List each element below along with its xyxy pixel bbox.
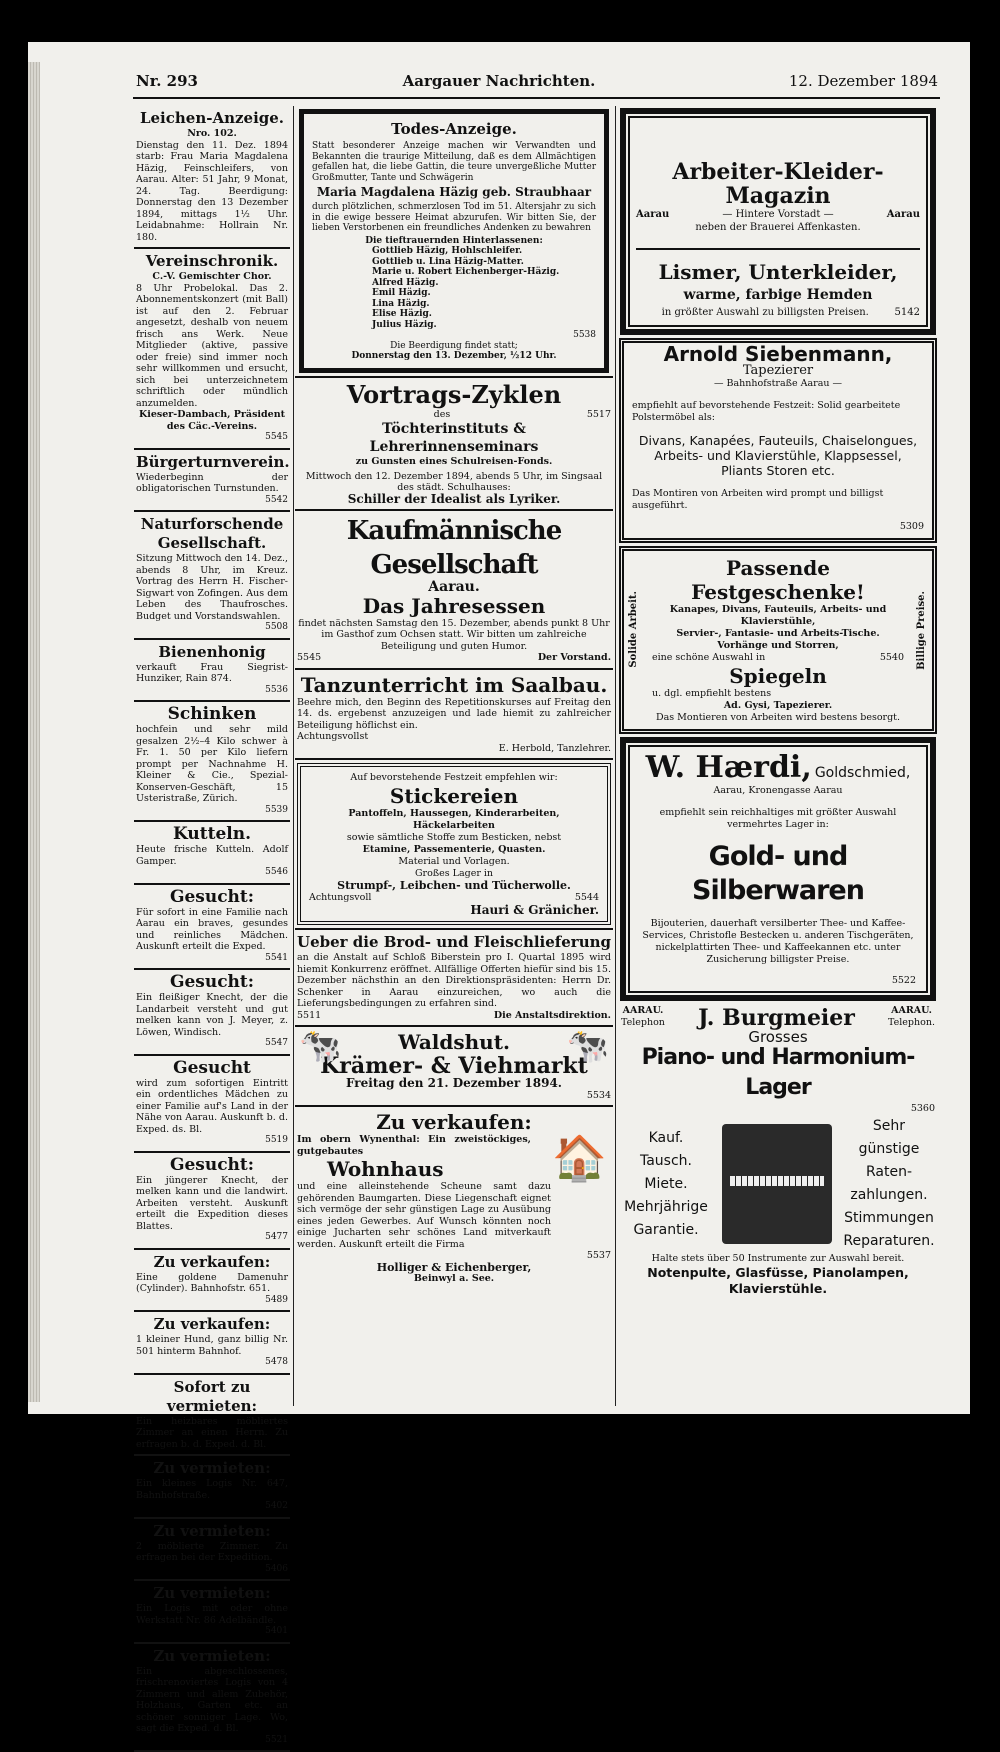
left-column — [134, 106, 290, 1752]
todes-text1: Statt besonderer Anzeige machen wir Verwandten und Bekannten die traurige Mitteilung, daß es dem Allmächtigen gefallen hat, die liebe Gattin, die teure unvergeßliche Mutter Großmutter, Tante und Schwägerin — [312, 141, 596, 183]
ad-text: Ein jüngerer Knecht, der melken kann und die landwirt. Arbeiten versteht. Auskunft erteilt die Expedition dieses Blattes. — [136, 1175, 288, 1233]
haerdi-num: 5522 — [640, 975, 916, 987]
markt-l1: Waldshut. — [297, 1030, 611, 1054]
ad-number: 5519 — [136, 1135, 288, 1147]
todes-anzeige — [299, 109, 609, 373]
stick-ad — [297, 763, 611, 925]
kaufm-place: Aarau. — [297, 582, 611, 594]
todes-names — [312, 246, 596, 330]
vortrag-num: 5517 — [587, 409, 611, 421]
kaufm-ad — [295, 511, 613, 670]
fest-l5: Spiegeln — [652, 664, 904, 688]
classified-ad — [134, 249, 290, 450]
haerdi-ad — [620, 737, 936, 1001]
burg-left-item: Tausch. — [621, 1150, 711, 1173]
ad-number: 5536 — [136, 685, 288, 697]
brod-sign: Die Anstaltsdirektion. — [494, 1010, 611, 1022]
classified-ad — [134, 1153, 290, 1250]
stick-sign: Hauri & Gränicher. — [309, 904, 599, 916]
brod-num: 5511 — [297, 1010, 321, 1022]
fest-ad — [619, 546, 937, 734]
wohn-title: Zu verkaufen: — [297, 1110, 611, 1134]
arbeiter-l3: warme, farbige Hemden — [636, 284, 920, 306]
middle-column — [295, 106, 613, 1289]
classified-ad — [134, 822, 290, 885]
burg-aarau-left: AARAU. — [621, 1005, 665, 1017]
right-column — [617, 106, 939, 1299]
tanz-text: Beehre mich, den Beginn des Repetitionskurses auf Freitag den 14. ds. ergebenst anzuzeigen und lade hiemit zu zahlreicher Beteiligung höflichst ein. — [297, 697, 611, 732]
wohn-l1: Im obern Wynenthal: Ein zweistöckiges, gutgebautes — [297, 1134, 611, 1157]
ad-number: 5546 — [136, 867, 288, 879]
ad-title: Zu verkaufen: — [136, 1315, 288, 1334]
ad-text: Dienstag den 11. Dez. 1894 starb: Frau Maria Magdalena Häzig, Feinschleifers, von Aarau. Alter: 51 Jahr, 9 Monat, 24. Tag. Beerdigung: Donnerstag den 13 Dezember 1894, mittags 1½ Uhr. Leidabnahme: Hollrain Nr. 180. — [136, 140, 288, 244]
classified-ad — [134, 512, 290, 640]
ad-title: Zu vermieten: — [136, 1459, 288, 1478]
ad-text: Ein Logis mit oder ohne Werkstatt Nr. 86 Adelbändle. — [136, 1603, 288, 1626]
ad-text: Eine goldene Damenuhr (Cylinder). Bahnhofstr. 651. — [136, 1272, 288, 1295]
vortrag-l2: Töchterinstituts & Lehrerinnenseminars — [297, 420, 611, 456]
page-edge — [28, 62, 40, 1402]
arbeiter-l4: in größter Auswahl zu billigsten Preisen. — [636, 306, 895, 319]
vortrag-des: des — [297, 409, 587, 421]
ad-title: Gesucht: — [136, 888, 288, 907]
column-rule — [293, 106, 294, 1406]
ad-text: Wiederbeginn der obligatorischen Turnstunden. — [136, 472, 288, 495]
stick-l7: Strumpf-, Leibchen- und Tücherwolle. — [309, 880, 599, 892]
fest-l2: Servier-, Fantasie- und Arbeits-Tische. — [652, 628, 904, 640]
mourner-name: Julius Häzig. — [372, 320, 596, 331]
classified-ad — [134, 970, 290, 1056]
fest-num: 5540 — [880, 652, 904, 664]
fest-l6: u. dgl. empfiehlt bestens — [652, 688, 904, 700]
brod-text: an die Anstalt auf Schloß Biberstein pro I. Quartal 1895 wird hiemit Konkurrenz eröffnet. Allfällige Offerten hiefür sind bis 15. Dezember nächsthin an den Direktionspräsidenten: Herrn Dr. Schenker in Aarau einzureichen, wo auch die Lieferungsbedingungen zu erfahren sind. — [297, 952, 611, 1010]
ad-text: Heute frische Kutteln. Adolf Gamper. — [136, 844, 288, 867]
todes-foot2: Donnerstag den 13. Dezember, ½12 Uhr. — [312, 351, 596, 362]
ad-number: 5489 — [136, 1295, 288, 1307]
ad-title: Kutteln. — [136, 825, 288, 844]
ad-title: Sofort zu vermieten: — [136, 1378, 288, 1416]
mourner-name: Alfred Häzig. — [372, 278, 596, 289]
fest-l8: Das Montieren von Arbeiten wird bestens besorgt. — [652, 712, 904, 724]
ad-title: Gesucht: — [136, 1156, 288, 1175]
classified-ad — [134, 885, 290, 971]
classified-ad — [134, 106, 290, 249]
haerdi-name: W. Hærdi, — [646, 750, 812, 785]
burg-foot2: Notenpulte, Glasfüsse, Pianolampen, Klavierstühle. — [621, 1265, 935, 1297]
ad-text: Ein abgeschlossenes, frischrenoviertes Logis von 4 Zimmern und allem Zubehör, Holzhaus, Garten etc. an schöner sonniger Lage. Wo, sagt die Exped. d. Bl. — [136, 1666, 288, 1735]
markt-num: 5534 — [297, 1090, 611, 1102]
todes-sub: Die tieftrauernden Hinterlassenen: — [312, 236, 596, 247]
arbeiter-r: Aarau — [887, 208, 920, 221]
vortrag-l4: Mittwoch den 12. Dezember 1894, abends 5 Uhr, im Singsaal des städt. Schulhauses: — [297, 471, 611, 494]
ad-title: Zu verkaufen: — [136, 1253, 288, 1272]
stick-l3: sowie sämtliche Stoffe zum Besticken, nebst — [309, 832, 599, 844]
ad-title: Zu vermieten: — [136, 1522, 288, 1541]
ad-text: 8 Uhr Probelokal. Das 2. Abonnementskonzert (mit Ball) ist auf den 2. Februar angesetzt, deshalb von neuem frisch ans Werk. Neue Mitglieder (aktive, passive oder freie) sind immer noch sehr willkommen und ersucht, sich bei unterzeichnetem schriftlich oder mündlich anzumelden. — [136, 283, 288, 410]
burg-right-item: Raten-zahlungen. — [843, 1161, 935, 1207]
markt-ad — [295, 1027, 613, 1107]
ad-title: Zu vermieten: — [136, 1647, 288, 1666]
haerdi-addr: Aarau, Kronengasse Aarau — [640, 785, 916, 797]
ad-title: Zu vermieten: — [136, 1584, 288, 1603]
vortrag-l3: zu Gunsten eines Schulreisen-Fonds. — [297, 456, 611, 468]
haerdi-big: Gold- und Silberwaren — [640, 840, 916, 908]
haerdi-text: empfiehlt sein reichhaltiges mit größter Auswahl vermehrtes Lager in: — [640, 807, 916, 831]
stick-l5: Material und Vorlagen. — [309, 856, 599, 868]
ad-number: 5402 — [136, 1501, 288, 1513]
ad-text: Ein kleines Logis Nr. 647, Bahnhofstraße. — [136, 1478, 288, 1501]
burg-tel-left: Telephon — [621, 1017, 665, 1029]
ad-number: 5521 — [136, 1735, 288, 1747]
mourner-name: Gottlieb Häzig, Hohlschleifer. — [372, 246, 596, 257]
ad-title: Naturforschende Gesellschaft. — [136, 515, 288, 553]
ad-subtitle: C.-V. Gemischter Chor. — [136, 271, 288, 283]
kaufm-title: Kaufmännische Gesellschaft — [297, 514, 611, 582]
brod-title: Ueber die Brod- und Fleischlieferung — [297, 933, 611, 952]
fest-side1: Solide Arbeit. — [628, 591, 640, 668]
classified-ad — [134, 450, 290, 513]
ad-sign: Kieser-Dambach, Präsident des Cäc.-Vereins. — [136, 409, 288, 432]
header-rule — [133, 97, 940, 99]
classified-ad — [134, 1250, 290, 1313]
arbeiter-num: 5142 — [895, 306, 920, 319]
ad-title: Gesucht: — [136, 973, 288, 992]
burg-foot1: Halte stets über 50 Instrumente zur Auswahl bereit. — [621, 1253, 935, 1265]
classified-ad — [134, 702, 290, 822]
stick-l1: Auf bevorstehende Festzeit empfehlen wir: — [309, 772, 599, 784]
burg-name: J. Burgmeier — [698, 1005, 855, 1031]
arnold-list: Divans, Kanapées, Fauteuils, Chaiselongues, Arbeits- und Klavierstühle, Klappsessel, Pliants Storen etc. — [632, 433, 924, 478]
burg-left-item: Kauf. — [621, 1127, 711, 1150]
burg-right-list — [843, 1115, 935, 1253]
ad-number: 5539 — [136, 805, 288, 817]
arnold-num: 5309 — [632, 521, 924, 533]
vortrag-l5: Schiller der Idealist als Lyriker. — [297, 494, 611, 506]
ad-title: Vereinschronik. — [136, 252, 288, 271]
burg-left-item: Mehrjährige Garantie. — [621, 1196, 711, 1242]
ad-text: wird zum sofortigen Eintritt ein ordentliches Mädchen zu einer Familie auf's Land in der Nähe von Aarau. Auskunft b. d. Exped. ds. Bl. — [136, 1078, 288, 1136]
issue-number: Nr. 293 — [136, 72, 198, 90]
kaufm-sign: Der Vorstand. — [538, 652, 611, 664]
arnold-addr: — Bahnhofstraße Aarau — — [632, 378, 924, 390]
arbeiter-l2: Lismer, Unterkleider, — [636, 260, 920, 284]
arnold-trade: Tapezierer — [743, 363, 813, 378]
haerdi-text2: Bijouterien, dauerhaft versilberter Thee- und Kaffee-Services, Christofle Bestecken u. anderen Tischgeräten, nickelplattirten Thee- und Kaffeekannen etc. unter Zusicherung billigster Preise. — [640, 918, 916, 966]
mourner-name: Lina Häzig. — [372, 299, 596, 310]
fest-l3: Vorhänge und Storren, — [652, 640, 904, 652]
ad-title: Leichen-Anzeige. — [136, 109, 288, 128]
ad-number: 5477 — [136, 1232, 288, 1244]
fest-title: Passende Festgeschenke! — [652, 556, 904, 604]
classified-ad — [134, 1375, 290, 1457]
ad-title: Bürgerturnverein. — [136, 453, 288, 472]
arbeiter-m: — Hintere Vorstadt — — [722, 208, 833, 221]
burg-left-list — [621, 1127, 711, 1242]
arbeiter-l: Aarau — [636, 208, 669, 221]
tanz-sign: E. Herbold, Tanzlehrer. — [297, 743, 611, 755]
ad-title: Bienenhonig — [136, 643, 288, 662]
tanz-l2: Achtungsvollst — [297, 731, 611, 743]
arnold-text: empfiehlt auf bevorstehende Festzeit: Solid gearbeitete Polstermöbel als: — [632, 400, 924, 424]
arnold-name: Arnold Siebenmann, — [664, 342, 893, 366]
arbeiter-title: Arbeiter-Kleider-Magazin — [636, 160, 920, 208]
burg-right-item: Sehr günstige — [843, 1115, 935, 1161]
burg-big: Piano- und Harmonium-Lager — [621, 1043, 935, 1103]
ad-text: Für sofort in eine Familie nach Aarau ein braves, gesundes und reinliches Mädchen. Auskunft erteilt die Exped. — [136, 907, 288, 953]
tanz-title: Tanzunterricht im Saalbau. — [297, 673, 611, 697]
piano-icon — [722, 1124, 832, 1244]
burg-tel-right: Telephon. — [888, 1017, 935, 1029]
cow-icon: 🐄 — [567, 1041, 609, 1053]
ad-title: Schinken — [136, 705, 288, 724]
mourner-name: Marie u. Robert Eichenberger-Häzig. — [372, 267, 596, 278]
wohn-l2: Wohnhaus — [297, 1157, 611, 1181]
stick-l6: Großes Lager in — [309, 868, 599, 880]
wohn-ad — [295, 1107, 613, 1289]
ad-text: Ein fleißiger Knecht, der die Landarbeit versteht und gut melken kann von J. Meyer, z. Löwen, Windisch. — [136, 992, 288, 1038]
classified-ad — [134, 1519, 290, 1582]
wohn-text: und eine alleinstehende Scheune samt dazu gehörenden Baumgarten. Diese Liegenschaft eignet sich vermöge der sehr günstigen Lage zu Ausübung eines jeden Gewerbes. Auf Wunsch könnten noch einige Jucharten sehr schönes Land mitverkauft werden. Auskunft erteilt die Firma — [297, 1181, 611, 1250]
column-rule — [615, 106, 616, 1406]
markt-l3: Freitag den 21. Dezember 1894. — [297, 1078, 611, 1090]
ad-subtitle: Nro. 102. — [136, 128, 288, 140]
stick-num: 5544 — [575, 892, 599, 904]
stick-l2: Pantoffeln, Haussegen, Kinderarbeiten, Häckelarbeiten — [309, 808, 599, 832]
mourner-name: Gottlieb u. Lina Häzig-Matter. — [372, 257, 596, 268]
classified-ad — [134, 1056, 290, 1153]
classified-ad — [134, 1456, 290, 1519]
ad-number: 5508 — [136, 622, 288, 634]
todes-num: 5538 — [312, 330, 596, 341]
ad-text: 2 möblierte Zimmer. Zu erfragen bei der Expedition. — [136, 1541, 288, 1564]
ad-text: 1 kleiner Hund, ganz billig Nr. 501 hinterm Bahnhof. — [136, 1334, 288, 1357]
mourner-name: Elise Häzig. — [372, 309, 596, 320]
arbeiter-sub: neben der Brauerei Affenkasten. — [636, 221, 920, 250]
ad-number: 5478 — [136, 1357, 288, 1369]
todes-foot1: Die Beerdigung findet statt; — [312, 341, 596, 352]
classified-ad — [134, 1581, 290, 1644]
ad-number: 5545 — [136, 432, 288, 444]
classified-ad — [134, 1644, 290, 1752]
ad-text: hochfein und sehr mild gesalzen 2½–4 Kilo schwer à Fr. 1. 50 per Kilo liefern prompt per Nachnahme H. Kleiner & Cie., Spezial-Konserven-Geschäft, 15 Usteristraße, Zürich. — [136, 724, 288, 805]
arnold-ad — [619, 338, 937, 543]
burg-left-item: Miete. — [621, 1173, 711, 1196]
fest-l7: Ad. Gysi, Tapezierer. — [652, 700, 904, 712]
todes-text2: durch plötzlichen, schmerzlosen Tod im 51. Altersjahr zu sich in die ewige bessere Heimat abzurufen. Wir bitten Sie, der lieben Verstorbenen ein freundliches Andenken zu bewahren — [312, 202, 596, 234]
newspaper-page — [28, 42, 970, 1414]
newspaper-title: Aargauer Nachrichten. — [28, 72, 970, 90]
ad-title: Gesucht — [136, 1059, 288, 1078]
tanz-ad — [295, 670, 613, 761]
burg-num: 5360 — [621, 1103, 935, 1115]
ad-number: 5401 — [136, 1626, 288, 1638]
ad-text: Ein heizbares möbliertes Zimmer an einen Herrn. Zu erfragen b. d. Exped. d. Bl. — [136, 1416, 288, 1451]
kaufm-num: 5545 — [297, 652, 321, 664]
wohn-num: 5537 — [297, 1250, 611, 1262]
vortrag-title: Vortrags-Zyklen — [297, 381, 611, 409]
brod-ad — [295, 928, 613, 1027]
cow-icon: 🐄 — [299, 1041, 341, 1053]
mourner-name: Emil Häzig. — [372, 288, 596, 299]
fest-l4: eine schöne Auswahl in — [652, 652, 765, 664]
ad-number: 5547 — [136, 1038, 288, 1050]
haerdi-trade: Goldschmied, — [815, 765, 911, 781]
ad-text: Sitzung Mittwoch den 14. Dez., abends 8 Uhr, im Kreuz. Vortrag des Herrn H. Fischer-Sigwart von Zofingen. Aus dem Leben des Thaufrosches. Budget und Vorstandswahlen. — [136, 553, 288, 622]
issue-date: 12. Dezember 1894 — [789, 72, 938, 90]
vortrag-ad — [295, 376, 613, 512]
markt-l2: Krämer- & Viehmarkt — [297, 1054, 611, 1078]
burg-right-item: Stimmungen — [843, 1207, 935, 1230]
burg-l1: Grosses — [621, 1031, 935, 1043]
ad-text: verkauft Frau Siegrist-Hunziker, Rain 874. — [136, 662, 288, 685]
wohn-place: Beinwyl a. See. — [297, 1273, 611, 1285]
fest-l1: Kanapes, Divans, Fauteuils, Arbeits- und Klavierstühle, — [652, 604, 904, 628]
burg-aarau-right: AARAU. — [888, 1005, 935, 1017]
todes-name: Maria Magdalena Häzig geb. Straubhaar — [312, 185, 596, 200]
kaufm-text: findet nächsten Samstag den 15. Dezember, abends punkt 8 Uhr im Gasthof zum Ochsen statt. Wir bitten um zahlreiche Beteiligung und guten Humor. — [297, 618, 611, 653]
burg-right-item: Reparaturen. — [843, 1230, 935, 1253]
stick-l4: Etamine, Passementerie, Quasten. — [309, 844, 599, 856]
arbeiter-ad — [620, 108, 936, 335]
arnold-foot: Das Montiren von Arbeiten wird prompt und billigst ausgeführt. — [632, 488, 924, 512]
fest-side2: Billige Preise. — [916, 591, 928, 670]
ad-number: 5541 — [136, 953, 288, 965]
house-icon: 🏠 — [552, 1153, 607, 1165]
ad-number: 5406 — [136, 1564, 288, 1576]
kaufm-sub: Das Jahresessen — [297, 594, 611, 618]
wohn-sign: Holliger & Eichenberger, — [297, 1262, 611, 1274]
todes-title: Todes-Anzeige. — [312, 120, 596, 139]
ad-number: 5542 — [136, 495, 288, 507]
burg-ad — [617, 1003, 939, 1299]
classified-ad — [134, 1312, 290, 1375]
stick-l8: Achtungsvoll — [309, 892, 371, 904]
stick-title: Stickereien — [309, 784, 599, 808]
classified-ad — [134, 640, 290, 703]
